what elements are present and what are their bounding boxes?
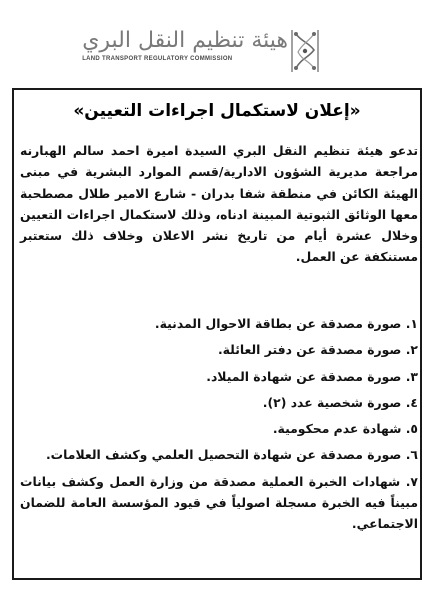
list-item: ٢. صورة مصدقة عن دفتر العائلة. (217, 342, 418, 358)
list-item: ٤. صورة شخصية عدد (٢). (262, 394, 418, 410)
list-item: ١. صورة مصدقة عن بطاقة الاحوال المدنية. (154, 316, 418, 331)
list-item: ٣. صورة مصدقة عن شهادة الميلاد. (206, 368, 418, 384)
list-item: ٧. شهادات الخبرة العملية مصدقة من وزارة العمل وكشف بيانات مبيناً فيه الخبرة مسجلة اصولياً في قيود المؤسسة العامة للضمان الاجتماعي. (20, 473, 418, 532)
notice-body: تدعو هيئة تنظيم النقل البري السيدة اميرة احمد سالم الهبارنه مراجعة مديرية الشؤون الادارية/قسم الموارد البشرية في مبنى الهيئة الكائن في منطقة شفا بدران - شارع الامير طلال مصطحبة معها الوثائق الثبوتية المبينة ادناه، وذلك لاستكمال اجراءات التعيين وخلال عشرة أيام من تاريخ نشر الاعلان وخلاف ذلك ستعتبر مستنكفة عن العمل. (20, 143, 418, 265)
list-item: ٥. شهادة عدم محكومية. (272, 421, 418, 437)
documents-list (20, 313, 418, 540)
commission-logo-icon (288, 26, 322, 76)
org-name-ar: هيئة تنظيم النقل البري (82, 28, 288, 53)
logo-text (82, 28, 288, 62)
header (0, 8, 438, 80)
notice-title: «إعلان لاستكمال اجراءات التعيين» (73, 101, 361, 121)
org-name-en: LAND TRANSPORT REGULATORY COMMISSION (82, 56, 233, 62)
list-item: ٦. صورة مصدقة عن شهادة التحصيل العلمي وكشف العلامات. (45, 447, 418, 463)
